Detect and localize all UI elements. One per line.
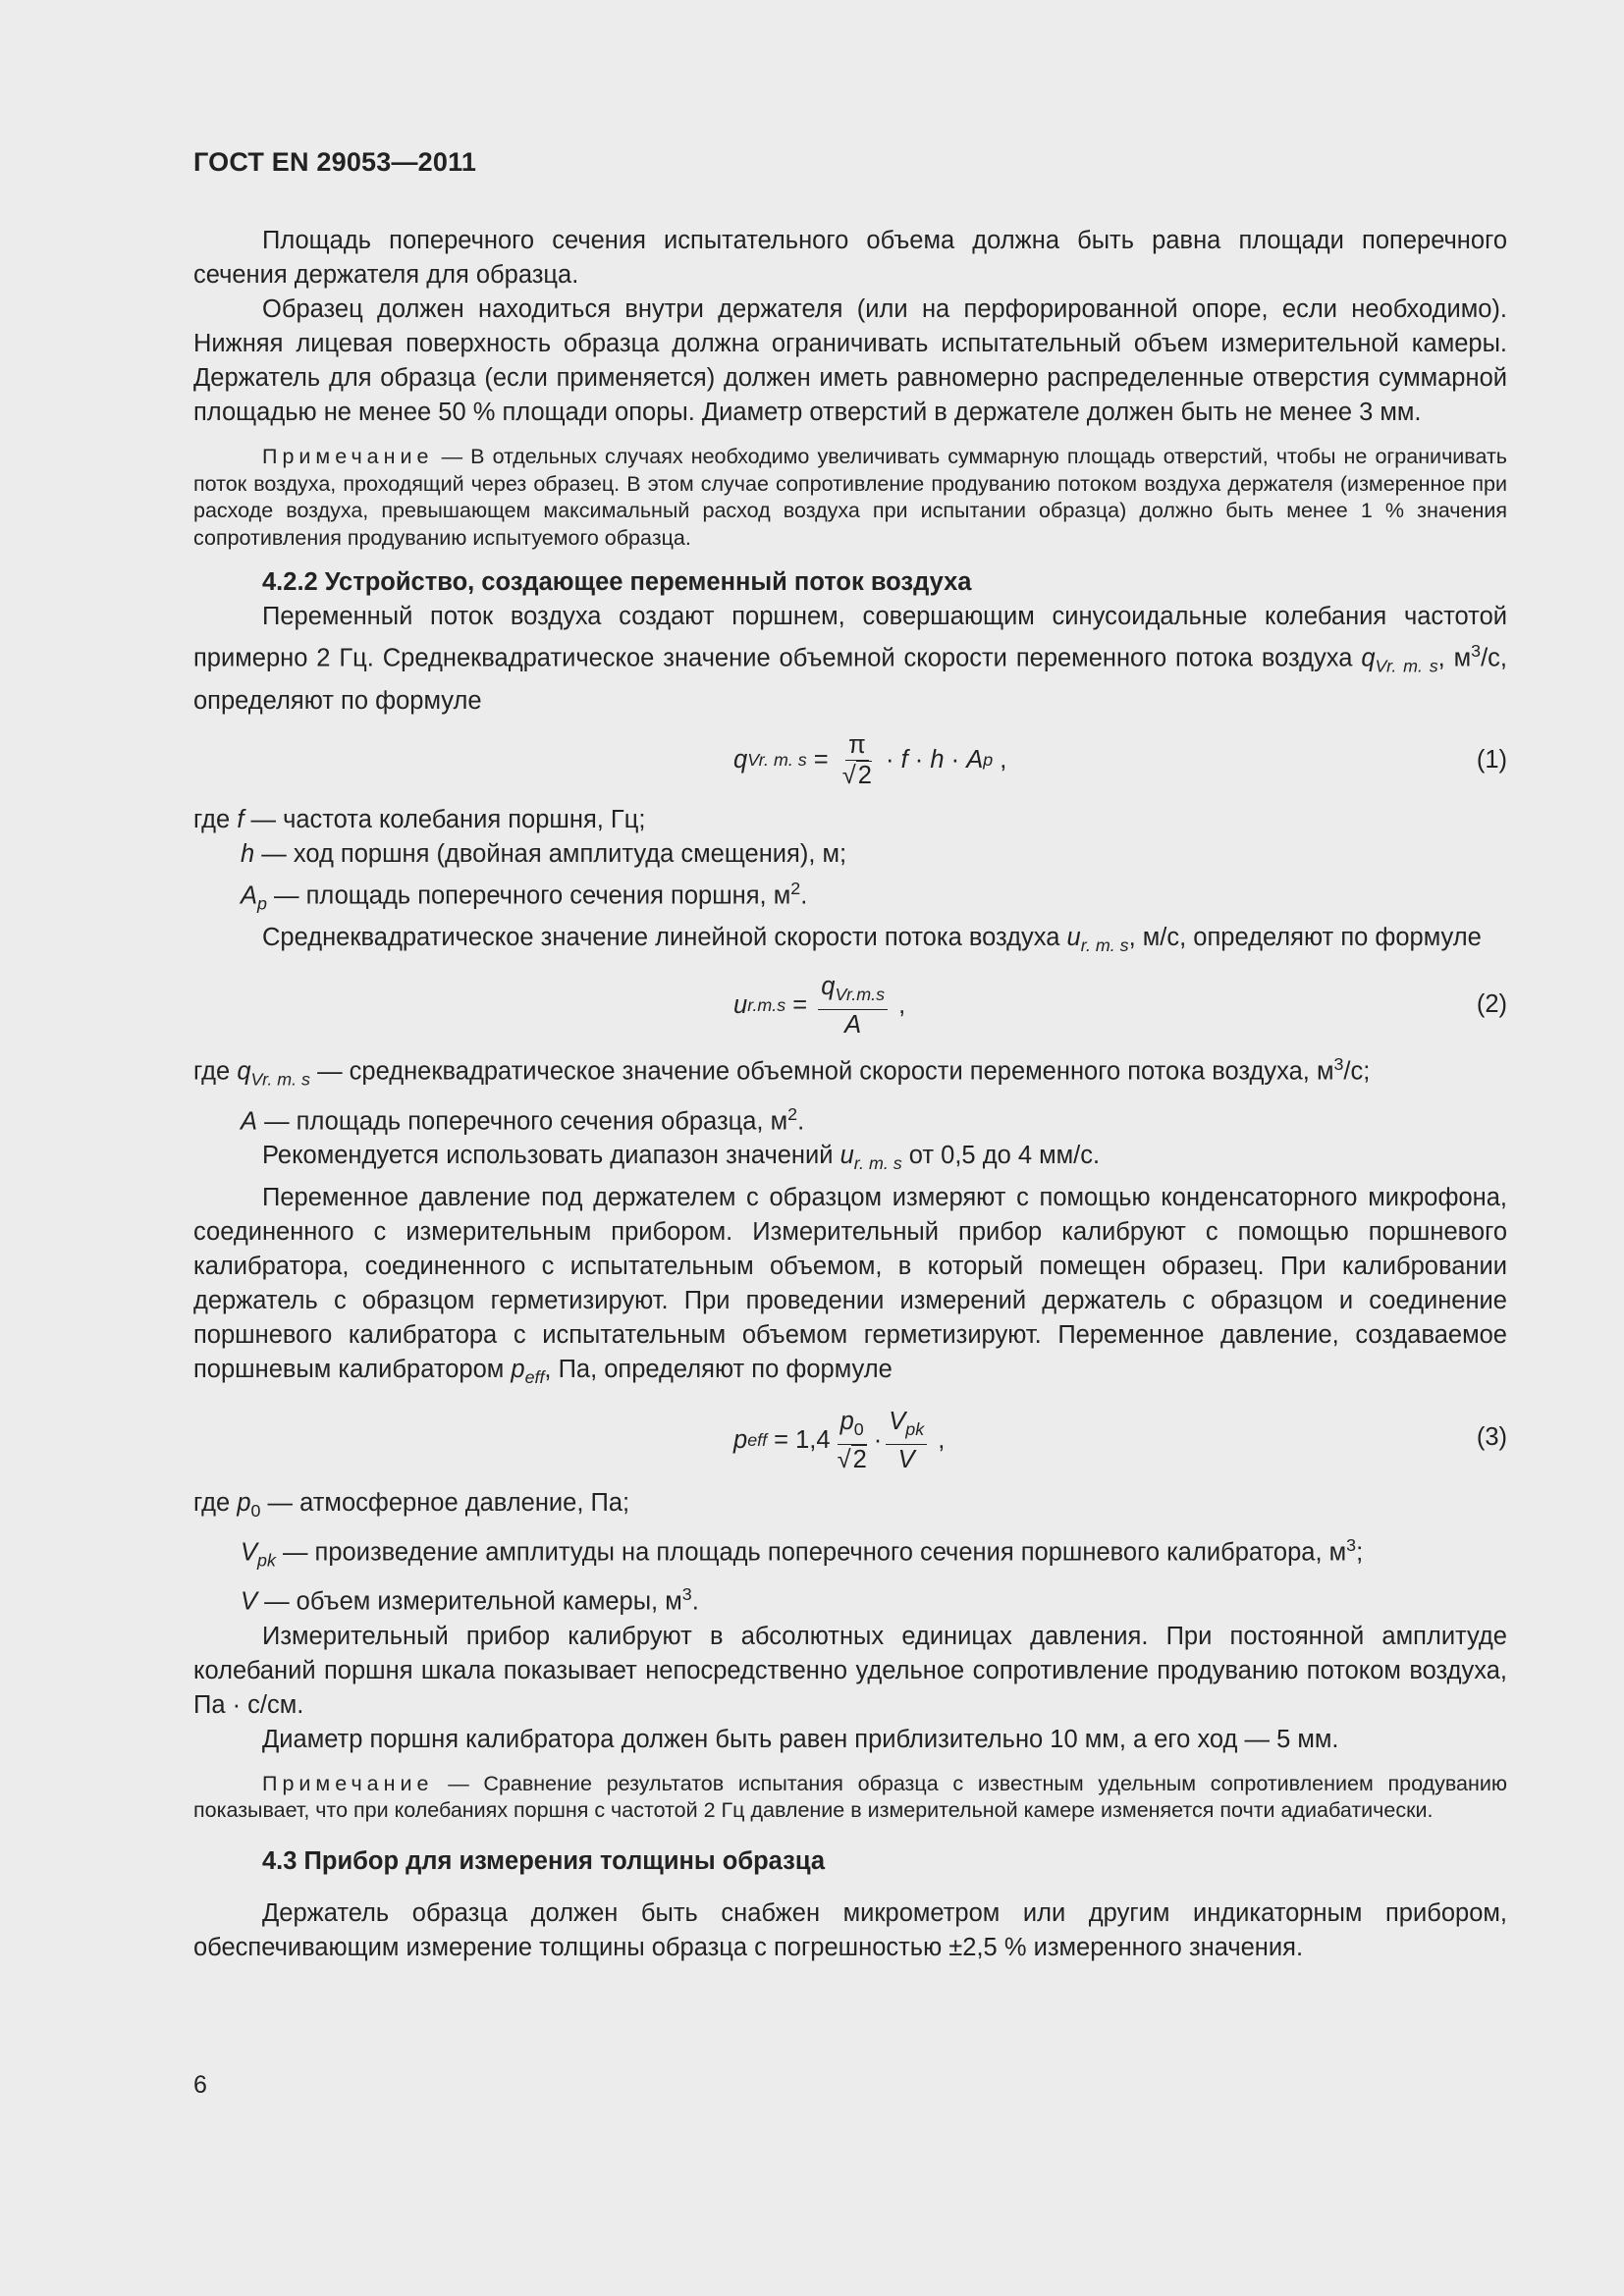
formula-expression: q Vr. m. s = $\frac{\pi}{√2}$ · f · h · A p ,	[733, 731, 1007, 790]
note-text: — Сравнение результатов испытания образца с известным удельным сопротивлением продуванию показывает, что при колебаниях поршня с частотой 2 Гц давление в измерительной камере изменяется почти адиабатически.	[193, 1771, 1507, 1823]
paragraph: Образец должен находиться внутри держателя (или на перфорированной опоре, если необходимо). Нижняя лицевая поверхность образца должна ограничивать испытательный объем измерительной камеры. Держатель для образца (если применяется) должен иметь равномерно распределенные отверстия суммарной площадью не менее 50 % площади опоры. Диаметр отверстий в держателе должен быть не менее 3 мм.	[193, 295, 1507, 426]
document-header: ГОСТ EN 29053—2011	[193, 147, 477, 177]
paragraph: Рекомендуется использовать диапазон значений $u_{r. m. s}$ от 0,5 до 4 мм/с.	[262, 1142, 1101, 1174]
paragraph: Держатель образца должен быть снабжен микрометром или другим индикаторным прибором, обеспечивающим измерение толщины образца с погрешностью ±2,5 % измеренного значения.	[193, 1898, 1507, 1961]
section-heading: 4.3 Прибор для измерения толщины образца	[262, 1846, 826, 1875]
paragraph: Переменное давление под держателем с образцом измеряют с помощью конденсаторного микрофона, соединенного с измерительным прибором. Измерительный прибор калибруют с помощью поршневого калибратора, соединенного с испытательным объемом, в который помещен образец. При калибровании держатель с образцом герметизируют. При проведении измерений держатель с образцом и соединение поршневого калибратора с испытательным объемом герметизируют. Переменное давление, создаваемое поршневым калибратором $p_{eff}$, Па, определяют по формуле	[193, 1184, 1507, 1388]
formula-expression: p eff = 1,4 $\frac{p_0}{√2}$ · $\frac{V_{pk}}{V}$ ,	[733, 1408, 946, 1474]
formula-number: (3)	[1476, 1422, 1507, 1451]
note	[193, 1771, 1507, 1825]
page-number: 6	[193, 2071, 207, 2099]
paragraph: Диаметр поршня калибратора должен быть равен приблизительно 10 мм, а его ход — 5 мм.	[262, 1725, 1339, 1753]
note	[193, 444, 1507, 552]
formula-expression: u r.m.s = $\frac{q_{Vr.m.s}}{A}$ ,	[733, 972, 906, 1039]
formula-number: (2)	[1476, 990, 1507, 1019]
note-text: — В отдельных случаях необходимо увеличивать суммарную площадь отверстий, чтобы не ограничивать поток воздуха, проходящий через образец. В этом случае сопротивление продуванию потоком воздуха держателя (измеренное при расходе воздуха, превышающем максимальный расход воздуха при испытании образца) должно быть менее 1 % значения сопротивления продуванию испытуемого образца.	[193, 445, 1507, 550]
document-body	[193, 224, 1507, 1965]
definition: h — ход поршня (двойная амплитуда смещения), м;	[241, 839, 847, 868]
section-heading: 4.2.2 Устройство, создающее переменный поток воздуха	[262, 568, 972, 596]
definition: V — объем измерительной камеры, $м^3$.	[241, 1584, 699, 1616]
definition: где $q_{Vr. m. s}$ — среднеквадратическое значение объемной скорости переменного потока воздуха, $м^3/с$;	[193, 1054, 1371, 1090]
paragraph: Среднеквадратическое значение линейной скорости потока воздуха $u_{r. m. s}$, м/с, определяют по формуле	[262, 924, 1482, 956]
definition: A — площадь поперечного сечения образца, $м^2$.	[241, 1103, 805, 1136]
definition: где f — частота колебания поршня, Гц;	[193, 805, 646, 833]
paragraph: Переменный поток воздуха создают поршнем, совершающим синусоидальные колебания частотой примерно 2 Гц. Среднеквадратическое значение объемной скорости переменного потока воздуха $q_{Vr. m. s}$, $м^3/с$, определяют по формуле	[193, 603, 1507, 715]
note-label: Примечание	[262, 1771, 434, 1795]
definition: $A_p$ — площадь поперечного сечения поршня, $м^2$.	[241, 878, 808, 914]
note-label: Примечание	[262, 445, 434, 468]
formula-number: (1)	[1476, 745, 1507, 774]
definition: где $p_0$ — атмосферное давление, Па;	[193, 1488, 630, 1521]
formula-1	[193, 726, 1507, 795]
paragraph: Площадь поперечного сечения испытательного объема должна быть равна площади поперечного сечения держателя для образца.	[193, 227, 1507, 289]
paragraph: Измерительный прибор калибруют в абсолютных единицах давления. При постоянной амплитуде колебаний поршня шкала показывает непосредственно удельное сопротивление продуванию потоком воздуха, Па · с/см.	[193, 1622, 1507, 1719]
formula-2	[193, 971, 1507, 1040]
formula-3	[193, 1404, 1507, 1478]
definition: $V_{pk}$ — произведение амплитуды на площадь поперечного сечения поршневого калибратора, $м^3$;	[241, 1534, 1364, 1571]
